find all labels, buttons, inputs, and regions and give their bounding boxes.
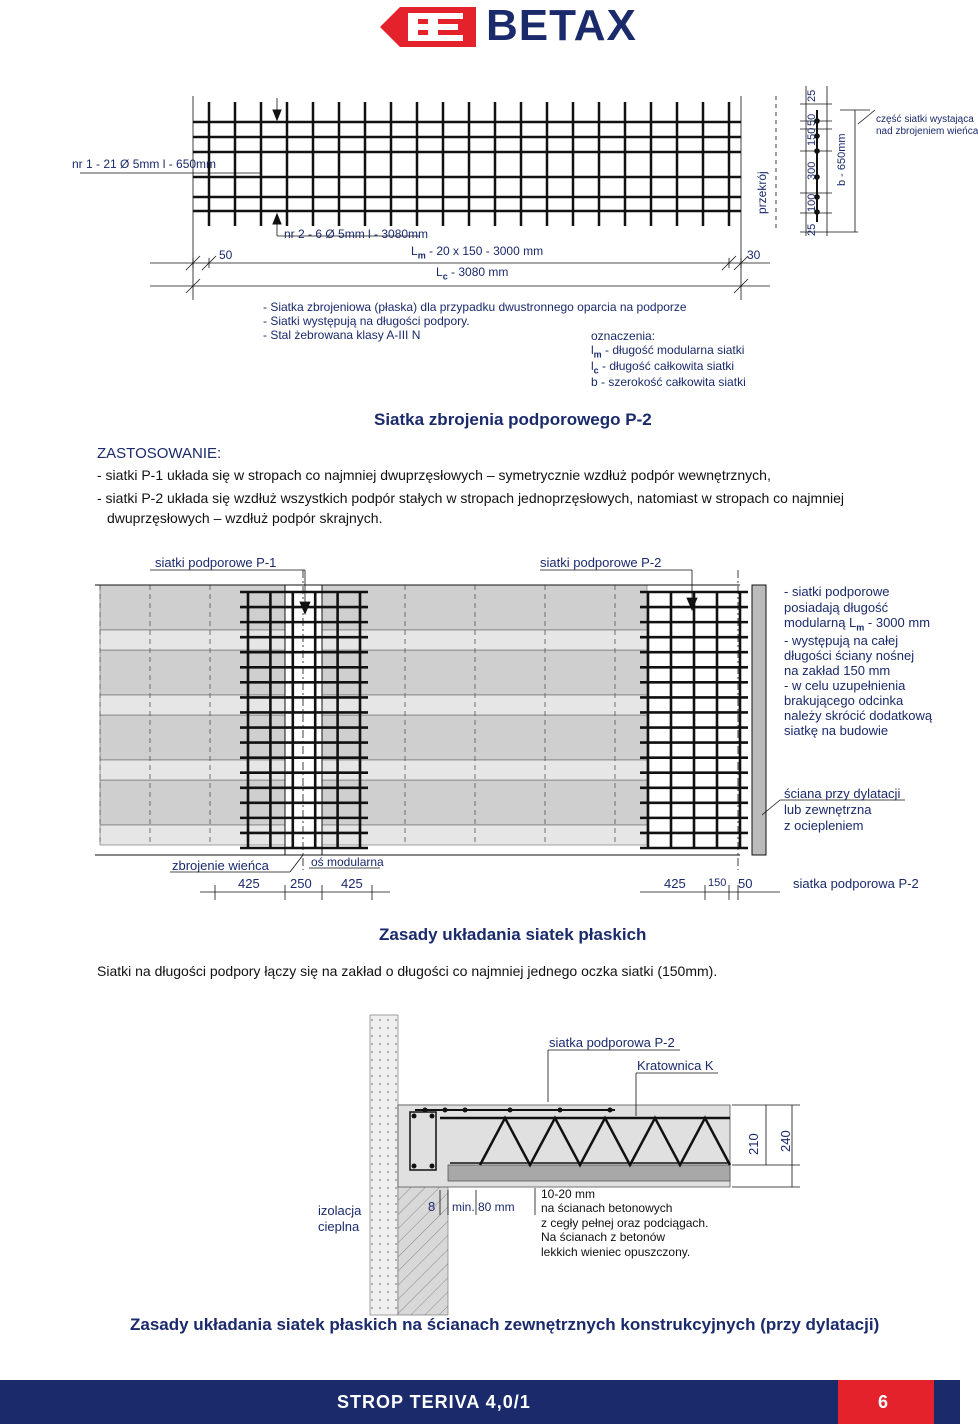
section2-text: Siatki na długości podpory łączy się na zakład o długości co najmniej jednego oczka siatki (150mm). [97,963,718,979]
footer-bar [0,1380,960,1424]
label-axis: oś modularna [311,855,384,869]
detail-note-2: na ścianach betonowych [541,1201,673,1215]
note-line-3: - Stal żebrowana klasy A-III N [263,328,421,342]
wall-note-3: z ociepleniem [784,818,864,833]
usage-line-1: - siatki P-1 układa się w stropach co najmniej dwuprzęsłowych – symetrycznie wzdłuż podpór wewnętrznych, [97,467,771,483]
detail-dim-240: 240 [778,1130,793,1152]
footer-page-number: 6 [878,1392,889,1412]
dim-left-250: 250 [290,876,312,891]
detail-note-4: Na ścianach z betonów [541,1230,666,1244]
dim-left-425b: 425 [341,876,363,891]
usage-line-3: dwuprzęsłowych – wzdłuż podpór skrajnych. [107,510,383,526]
side-note-7: - w celu uzupełnienia [784,678,906,693]
label-p2: siatki podporowe P-2 [540,555,662,570]
dim-lc: $L_c - 3080$ mm [436,265,509,282]
side-note-8: brakującego odcinka [784,693,904,708]
section3-title: Zasady układania siatek płaskich na ścianach zewnętrznych konstrukcyjnych (przy dylatacji) [130,1315,880,1334]
label-bars-main: nr 1 - 21 Ø 5mm l - 650mm [72,157,217,171]
dim-right-50: 50 [738,876,753,891]
dim-right-30: 30 [747,248,761,262]
legend-title: oznaczenia: [591,329,656,343]
brand-name: BETAX [486,1,637,50]
legend-lm: $l_m$ - długość modularna siatki [591,343,745,360]
label-p2-bottom: siatka podporowa P-2 [793,876,919,891]
detail-dim-210: 210 [746,1133,761,1155]
side-note-4: - występują na całej [784,633,899,648]
usage-heading: ZASTOSOWANIE: [97,445,222,462]
side-note-2: posiadają długość [784,600,889,615]
note-protrude-1: część siatki wystająca [876,114,974,125]
note-line-2: - Siatki występują na długości podpory. [263,314,470,328]
section2-title: Zasady układania siatek płaskich [379,925,647,944]
label-ring: zbrojenie wieńca [172,858,269,873]
section-dim-300: 300 [806,161,818,180]
legend-b: b - szerokość całkowita siatki [591,375,746,389]
side-note-3: modularną $L_m - 3000$ mm [784,615,931,633]
detail-dim-8: 8 [428,1199,436,1214]
section-dim-50: 50 [806,113,818,126]
section1-title: Siatka zbrojenia podporowego P-2 [374,410,652,429]
side-note-1: - siatki podporowe [784,584,890,599]
usage-line-2: - siatki P-2 układa się wzdłuż wszystkich podpór stałych w stropach jednoprzęsłowych, natomiast w stropach co najmniej [97,490,844,506]
side-note-10: siatkę na budowie [784,723,889,738]
detail-label-p2: siatka podporowa P-2 [549,1035,675,1050]
detail-note-5: lekkich wieniec opuszczony. [541,1245,691,1259]
detail-dim-min80: min. 80 mm [452,1200,515,1214]
dim-right-425: 425 [664,876,686,891]
note-line-1: - Siatka zbrojeniowa (płaska) dla przypadku dwustronnego oparcia na podporze [263,300,687,314]
detail-note-3: z cegły pełnej oraz podciągach. [541,1216,709,1230]
footer-product: STROP TERIVA 4,0/1 [337,1392,531,1412]
side-note-6: na zakład 150 mm [784,663,891,678]
detail-insulation-2: cieplna [318,1219,360,1234]
section-dim-100: 100 [806,193,818,212]
side-note-9: należy skrócić dodatkową [784,708,933,723]
wall-note-2: lub zewnętrzna [784,802,872,817]
section-dim-25a: 25 [806,223,818,236]
section-label: przekrój [755,171,769,214]
section-dim-150: 150 [806,127,818,146]
dim-left-50: 50 [219,248,233,262]
dim-left-425a: 425 [238,876,260,891]
dim-right-150: 150 [708,877,727,889]
wall-note-1: ściana przy dylatacji [784,786,901,801]
label-bars-dist: nr 2 - 6 Ø 5mm l - 3080mm [284,227,429,241]
section-dim-25b: 25 [806,89,818,102]
side-note-5: długości ściany nośnej [784,648,915,663]
section-b: b - 650mm [836,133,848,186]
note-protrude-2: nad zbrojeniem wieńca [876,126,978,137]
legend-lc: $l_c$ - długość całkowita siatki [591,359,735,376]
detail-insulation-1: izolacja [318,1203,362,1218]
detail-note-1: 10-20 mm [541,1187,596,1201]
dim-lm: $L_m - 20$ x 150 - 3000 mm [411,244,544,261]
detail-label-truss: Kratownica K [637,1058,714,1073]
label-p1: siatki podporowe P-1 [155,555,277,570]
footer-page-box [838,1380,934,1424]
